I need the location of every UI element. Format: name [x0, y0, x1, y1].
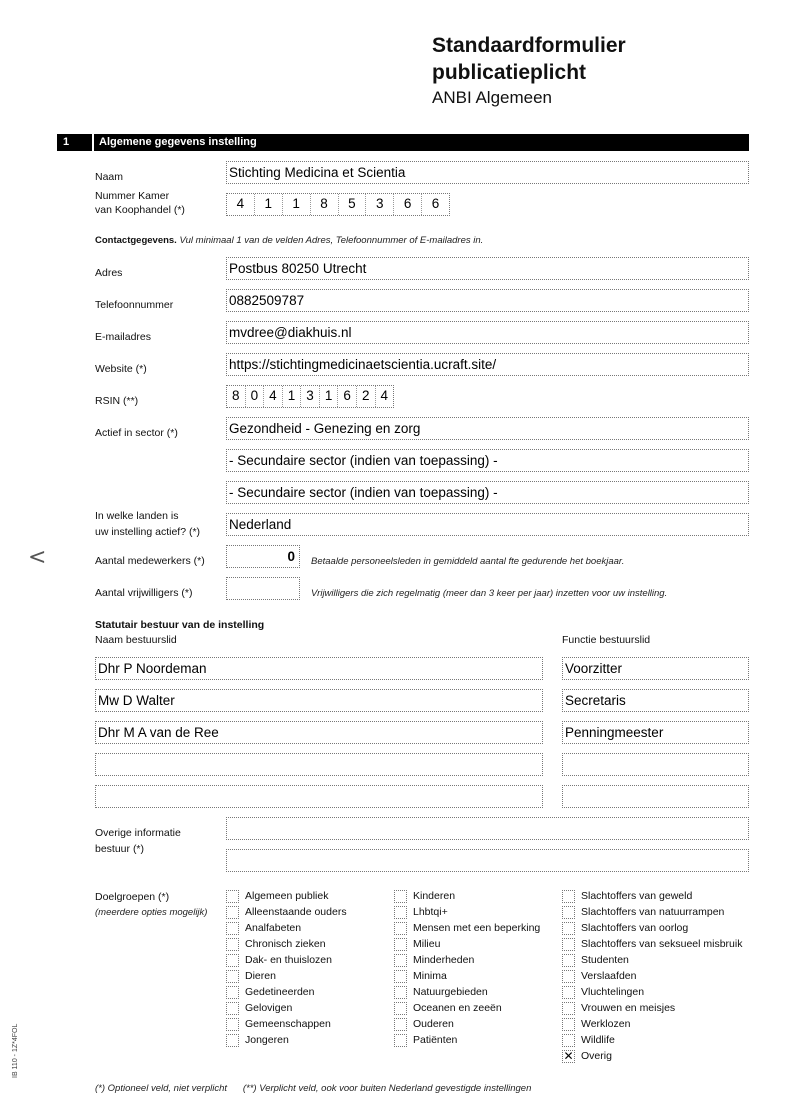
kvk-digit: 6 [431, 196, 440, 211]
checkbox-label: Gedetineerden [245, 986, 315, 998]
doelgroep-option[interactable] [562, 954, 629, 967]
kvk-number-field[interactable] [226, 193, 450, 216]
doelgroep-option[interactable] [562, 1018, 630, 1031]
checkbox-label: Analfabeten [245, 922, 302, 934]
contact-note: Vul minimaal 1 van de velden Adres, Telefoonnummer of E-mailadres in. [179, 235, 484, 246]
telefoon-field[interactable]: 0882509787 [226, 289, 749, 312]
kvk-digit: 3 [366, 194, 394, 215]
rsin-field[interactable] [226, 385, 394, 408]
rsin-digit: 4 [264, 386, 283, 407]
doelgroep-option[interactable] [226, 986, 314, 999]
vrijwilligers-field[interactable] [226, 577, 300, 600]
checkbox-label: Alleenstaande ouders [245, 906, 347, 918]
checkbox-label: Vrouwen en meisjes [581, 1002, 676, 1014]
doelgroepen-sublabel: (meerdere opties mogelijk) [95, 907, 208, 918]
email-label: E-mailadres [95, 331, 152, 343]
medewerkers-field[interactable]: 0 [226, 545, 300, 568]
adres-label: Adres [95, 267, 123, 279]
doelgroep-option[interactable] [394, 890, 455, 903]
bestuurslid-functie-field[interactable] [562, 753, 749, 776]
doelgroep-option[interactable] [394, 906, 448, 919]
checkbox[interactable] [226, 954, 239, 967]
doelgroep-option[interactable] [562, 1002, 675, 1015]
bestuurslid-functie-field[interactable] [562, 785, 749, 808]
checkbox-label: Slachtoffers van geweld [581, 890, 693, 902]
footer-note: (*) Optioneel veld, niet verplicht (**) Verplicht veld, ook voor buiten Nederland gevestigde instellingen [95, 1083, 532, 1094]
section-divider [92, 134, 94, 151]
kvk-digit: 1 [255, 194, 283, 215]
doelgroep-option[interactable] [394, 938, 440, 951]
secundaire-sector-select-2[interactable]: - Secundaire sector (indien van toepassing) - [226, 481, 749, 504]
checkbox[interactable] [394, 890, 407, 903]
overige-label-line1: Overige informatie [95, 827, 181, 839]
checkbox[interactable] [394, 922, 407, 935]
checkbox[interactable] [562, 986, 575, 999]
checkbox[interactable] [394, 938, 407, 951]
doelgroep-option[interactable] [394, 1034, 457, 1047]
sector-label: Actief in sector (*) [95, 427, 178, 439]
checkbox-label: Dak- en thuislozen [245, 954, 332, 966]
medewerkers-note: Betaalde personeelsleden in gemiddeld aantal fte gedurende het boekjaar. [311, 556, 625, 567]
checkbox-label: Oceanen en zeeën [413, 1002, 502, 1014]
checkbox[interactable] [562, 1002, 575, 1015]
doelgroep-option[interactable] [562, 1050, 612, 1063]
rsin-label: RSIN (**) [95, 395, 139, 407]
checkbox[interactable] [394, 906, 407, 919]
checkbox-label: Lhbtqi+ [413, 906, 448, 918]
overige-label-line2: bestuur (*) [95, 843, 145, 855]
checkbox-label: Slachtoffers van oorlog [581, 922, 689, 934]
checkbox[interactable] [394, 970, 407, 983]
doelgroep-option[interactable] [394, 922, 540, 935]
overige-info-field[interactable] [226, 817, 749, 840]
checkbox-label: Gelovigen [245, 1002, 293, 1014]
secundaire-sector-select-1[interactable]: - Secundaire sector (indien van toepassing) - [226, 449, 749, 472]
checkbox-label: Algemeen publiek [245, 890, 329, 902]
bestuurslid-naam-field[interactable]: Dhr P Noordeman [95, 657, 543, 680]
naam-field[interactable]: Stichting Medicina et Scientia [226, 161, 749, 184]
checkbox-label: Minima [413, 970, 447, 982]
email-field[interactable]: mvdree@diakhuis.nl [226, 321, 749, 344]
rsin-digit: 4 [380, 388, 389, 403]
checkbox[interactable] [394, 986, 407, 999]
kvk-digit: 8 [311, 194, 339, 215]
checkbox[interactable] [226, 922, 239, 935]
bestuurslid-naam-field[interactable]: Dhr M A van de Ree [95, 721, 543, 744]
checkbox-label: Dieren [245, 970, 276, 982]
rsin-digit: 1 [320, 386, 339, 407]
checkbox[interactable] [394, 1018, 407, 1031]
kvk-digit: 1 [283, 194, 311, 215]
bestuurslid-naam-field[interactable] [95, 753, 543, 776]
website-label: Website (*) [95, 363, 147, 375]
kvk-digit: 4 [227, 194, 255, 215]
medewerkers-label: Aantal medewerkers (*) [95, 555, 205, 567]
checkbox[interactable] [226, 986, 239, 999]
doelgroep-option[interactable] [562, 906, 724, 919]
checkbox-label: Mensen met een beperking [413, 922, 541, 934]
kvk-digit: 6 [394, 194, 422, 215]
checkbox[interactable] [226, 938, 239, 951]
checkbox[interactable] [226, 1002, 239, 1015]
checkbox[interactable] [562, 938, 575, 951]
website-field[interactable]: https://stichtingmedicinaetscientia.ucraft.site/ [226, 353, 749, 376]
doelgroep-option[interactable] [562, 1034, 615, 1047]
checkbox[interactable] [562, 890, 575, 903]
doelgroep-option[interactable] [226, 970, 276, 983]
bestuur-naam-column: Naam bestuurslid [95, 634, 177, 646]
kvk-label-line2: van Koophandel (*) [95, 204, 185, 216]
doelgroep-option[interactable] [226, 1018, 331, 1031]
checkbox-label: Gemeenschappen [245, 1018, 331, 1030]
checkbox[interactable] [226, 906, 239, 919]
checkbox[interactable] [226, 1018, 239, 1031]
bestuurslid-functie-field[interactable]: Secretaris [562, 689, 749, 712]
checkbox[interactable] [562, 1034, 575, 1047]
landen-label-line2: uw instelling actief? (*) [95, 526, 201, 538]
doelgroep-option[interactable] [226, 906, 347, 919]
checkbox[interactable] [226, 1034, 239, 1047]
checkbox-label: Minderheden [413, 954, 475, 966]
doelgroep-option[interactable] [394, 1002, 502, 1015]
checkbox[interactable] [562, 922, 575, 935]
checkbox[interactable] [562, 906, 575, 919]
contact-heading: Contactgegevens. [95, 235, 177, 246]
bestuur-functie-column: Functie bestuurslid [562, 634, 651, 646]
checkbox[interactable] [226, 970, 239, 983]
checkbox-label: Chronisch zieken [245, 938, 326, 950]
doelgroep-option[interactable] [394, 986, 488, 999]
doelgroep-option[interactable] [226, 954, 332, 967]
checkbox[interactable] [562, 970, 575, 983]
checkbox-label: Overig [581, 1050, 612, 1062]
naam-label: Naam [95, 171, 124, 183]
doelgroep-option[interactable] [226, 922, 301, 935]
checkbox-label: Wildlife [581, 1034, 615, 1046]
doelgroep-option[interactable] [562, 922, 688, 935]
side-form-code: IB 110 - 1Z*4FOL [12, 1023, 19, 1078]
doelgroep-option[interactable] [226, 890, 328, 903]
checkbox-label: Jongeren [245, 1034, 289, 1046]
checkbox[interactable] [562, 954, 575, 967]
vrijwilligers-label: Aantal vrijwilligers (*) [95, 587, 193, 599]
bestuurslid-naam-field[interactable]: Mw D Walter [95, 689, 543, 712]
checkbox-label: Ouderen [413, 1018, 454, 1030]
vrijwilligers-note: Vrijwilligers die zich regelmatig (meer dan 3 keer per jaar) inzetten voor uw instelling. [311, 588, 668, 599]
checkbox[interactable] [226, 890, 239, 903]
rsin-digit: 0 [246, 386, 265, 407]
title-line-2: publicatieplicht [432, 61, 587, 84]
section-title: Algemene gegevens instelling [99, 136, 257, 148]
checkbox-label: Werklozen [581, 1018, 631, 1030]
rsin-digit: 2 [357, 386, 376, 407]
doelgroep-option[interactable] [562, 890, 692, 903]
kvk-digit: 5 [339, 194, 367, 215]
sector-select[interactable]: Gezondheid - Genezing en zorg [226, 417, 749, 440]
landen-field[interactable]: Nederland [226, 513, 749, 536]
subtitle: ANBI Algemeen [432, 88, 553, 107]
landen-label-line1: In welke landen is [95, 510, 179, 522]
checkbox[interactable] [394, 954, 407, 967]
kvk-label-line1: Nummer Kamer [95, 190, 170, 202]
checkbox-label: Milieu [413, 938, 441, 950]
checkbox[interactable] [394, 1002, 407, 1015]
checkbox-label: Studenten [581, 954, 629, 966]
previous-page-arrow-icon[interactable]: < [28, 545, 47, 570]
bestuur-heading: Statutair bestuur van de instelling [95, 619, 265, 631]
bestuurslid-functie-field[interactable]: Penningmeester [562, 721, 749, 744]
telefoon-label: Telefoonnummer [95, 299, 174, 311]
doelgroep-option[interactable] [226, 1002, 292, 1015]
overige-info-field[interactable] [226, 849, 749, 872]
checkbox-label: Kinderen [413, 890, 456, 902]
doelgroep-option[interactable] [562, 970, 636, 983]
doelgroepen-label: Doelgroepen (*) [95, 891, 170, 903]
checkbox[interactable]: ✕ [563, 1049, 574, 1063]
doelgroep-option[interactable] [226, 938, 326, 951]
contact-heading-line [95, 234, 483, 247]
rsin-digit: 3 [301, 386, 320, 407]
bestuurslid-functie-field[interactable]: Voorzitter [562, 657, 749, 680]
section-number: 1 [63, 136, 70, 148]
doelgroep-option[interactable] [226, 1034, 289, 1047]
doelgroep-option[interactable] [562, 986, 644, 999]
checkbox-label: Verslaafden [581, 970, 637, 982]
doelgroep-option[interactable] [394, 970, 447, 983]
title-line-1: Standaardformulier [432, 34, 626, 57]
doelgroep-option[interactable] [562, 938, 742, 951]
bestuurslid-naam-field[interactable] [95, 785, 543, 808]
section-header [57, 134, 749, 151]
adres-field[interactable]: Postbus 80250 Utrecht [226, 257, 749, 280]
checkbox-label: Vluchtelingen [581, 986, 645, 998]
checkbox[interactable] [394, 1034, 407, 1047]
checkbox-label: Slachtoffers van natuurrampen [581, 906, 725, 918]
rsin-digit: 8 [227, 386, 246, 407]
checkbox-label: Slachtoffers van seksueel misbruik [581, 938, 743, 950]
checkbox-label: Natuurgebieden [413, 986, 488, 998]
rsin-digit: 6 [338, 386, 357, 407]
doelgroep-option[interactable] [394, 954, 474, 967]
checkbox-label: Patiënten [413, 1034, 458, 1046]
doelgroep-option[interactable] [394, 1018, 454, 1031]
checkbox[interactable] [562, 1018, 575, 1031]
rsin-digit: 1 [283, 386, 302, 407]
